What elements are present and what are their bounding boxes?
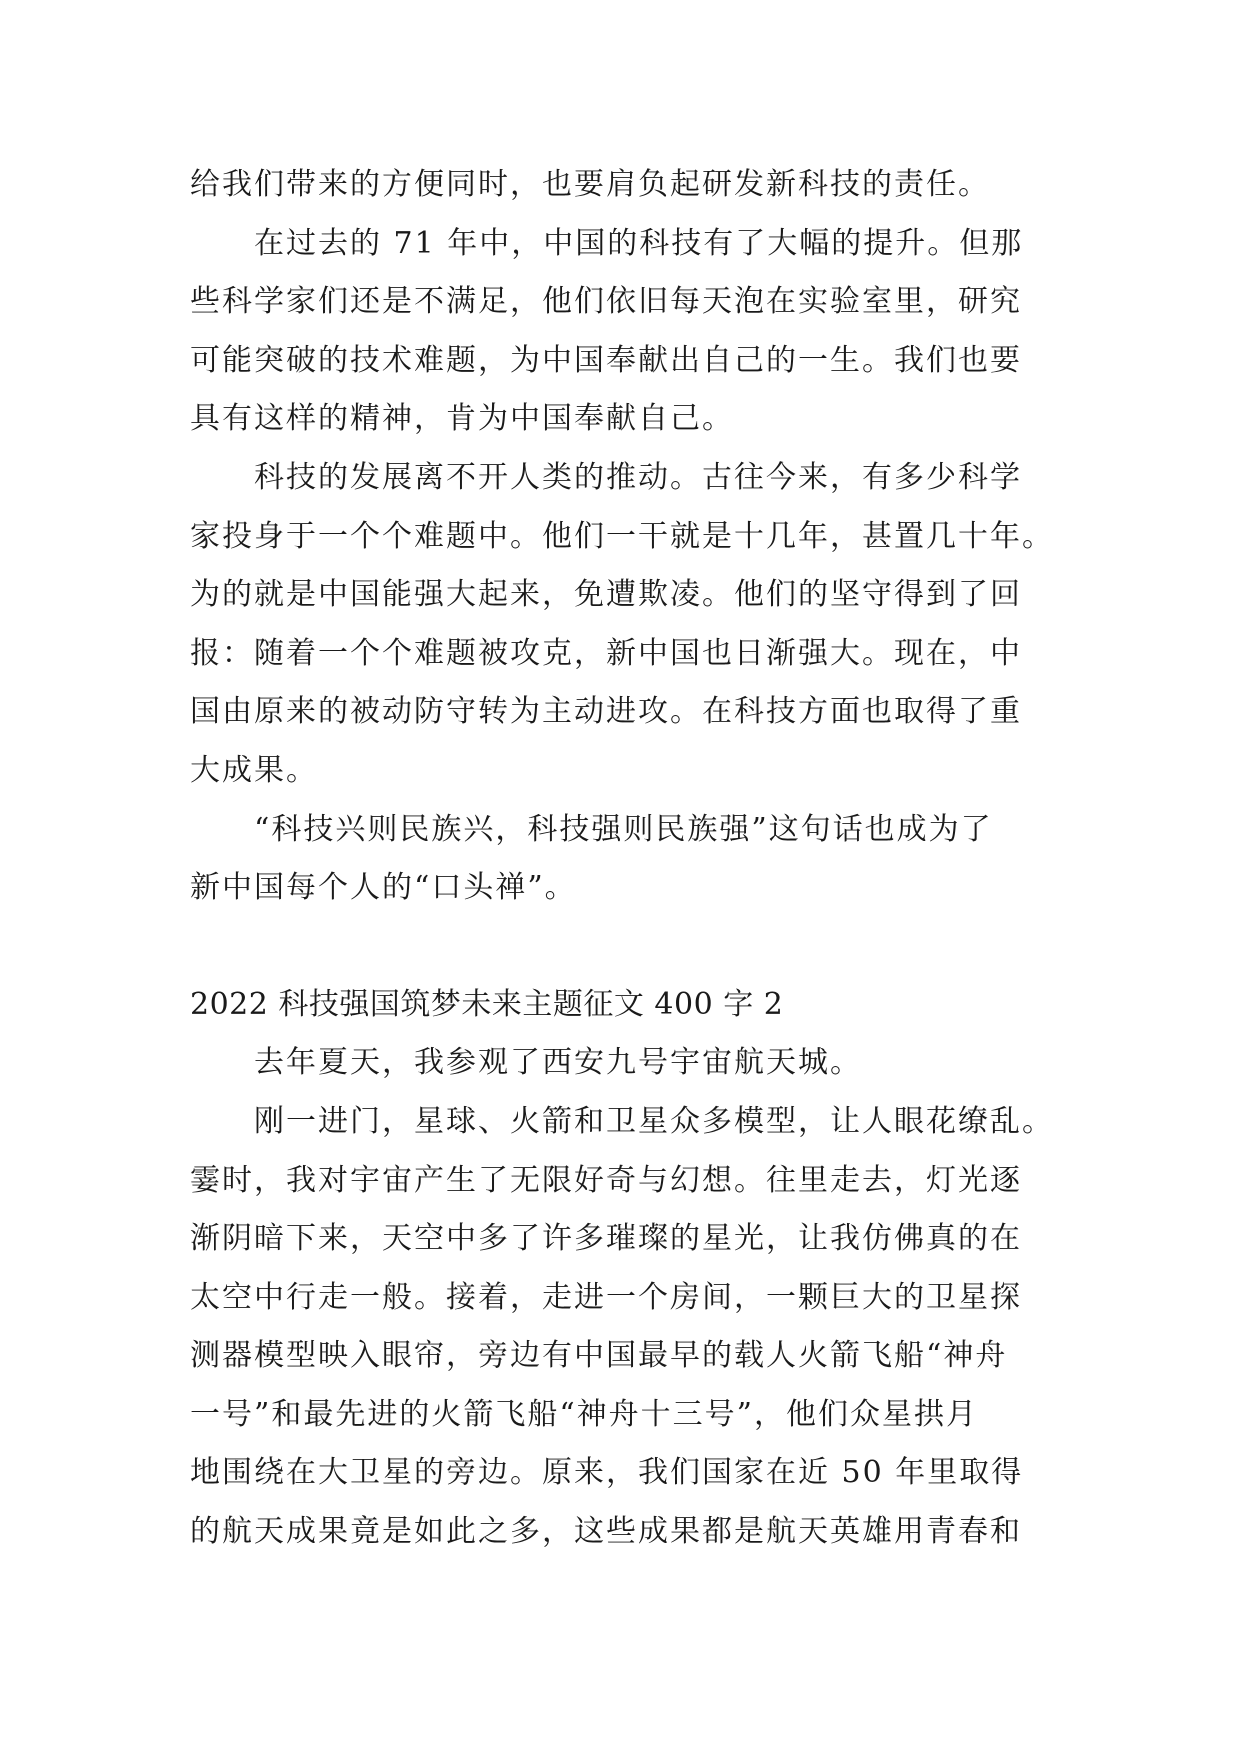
- paragraph-line: 霎时，我对宇宙产生了无限好奇与幻想。往里走去，灯光逐: [190, 1162, 1022, 1198]
- paragraph-line: 去年夏天，我参观了西安九号宇宙航天城。: [254, 1045, 862, 1081]
- blank-line: [190, 918, 1052, 976]
- paragraph-line: 大成果。: [190, 752, 318, 788]
- paragraph-line: 报：随着一个个难题被攻克，新中国也日渐强大。现在，中: [190, 635, 1022, 671]
- paragraph-line: 太空中行走一般。接着，走进一个房间，一颗巨大的卫星探: [190, 1279, 1022, 1315]
- paragraph-line: 具有这样的精神，肯为中国奉献自己。: [190, 401, 734, 437]
- paragraph-line: 刚一进门，星球、火箭和卫星众多模型，让人眼花缭乱。: [254, 1103, 1054, 1139]
- paragraph-line: 科技的发展离不开人类的推动。古往今来，有多少科学: [254, 459, 1022, 495]
- paragraph-line: 的航天成果竟是如此之多，这些成果都是航天英雄用青春和: [190, 1514, 1022, 1550]
- paragraph-line: 为的就是中国能强大起来，免遭欺凌。他们的坚守得到了回: [190, 577, 1022, 613]
- paragraph-line: 渐阴暗下来，天空中多了许多璀璨的星光，让我仿佛真的在: [190, 1221, 1022, 1257]
- document-page: [190, 156, 1052, 1562]
- paragraph-line: 些科学家们还是不满足，他们依旧每天泡在实验室里，研究: [190, 284, 1022, 320]
- paragraph-line: 可能突破的技术难题，为中国奉献出自己的一生。我们也要: [190, 342, 1022, 378]
- paragraph-line: 一号”和最先进的火箭飞船“神舟十三号”，他们众星拱月: [190, 1396, 979, 1432]
- section-heading: 2022 科技强国筑梦未来主题征文 400 字 2: [190, 986, 784, 1022]
- paragraph-line: 在过去的 71 年中，中国的科技有了大幅的提升。但那: [254, 225, 1024, 261]
- paragraph-line: 给我们带来的方便同时，也要肩负起研发新科技的责任。: [190, 167, 990, 202]
- paragraph-line: 地围绕在大卫星的旁边。原来，我们国家在近 50 年里取得: [190, 1455, 1024, 1491]
- paragraph-line: 家投身于一个个难题中。他们一干就是十几年，甚置几十年。: [190, 518, 1054, 554]
- paragraph-line: “科技兴则民族兴，科技强则民族强”这句话也成为了: [254, 811, 993, 847]
- paragraph-line: 国由原来的被动防守转为主动进攻。在科技方面也取得了重: [190, 694, 1022, 730]
- paragraph-line: 新中国每个人的“口头禅”。: [190, 870, 577, 906]
- paragraph-line: 测器模型映入眼帘，旁边有中国最早的载人火箭飞船“神舟: [190, 1338, 1008, 1374]
